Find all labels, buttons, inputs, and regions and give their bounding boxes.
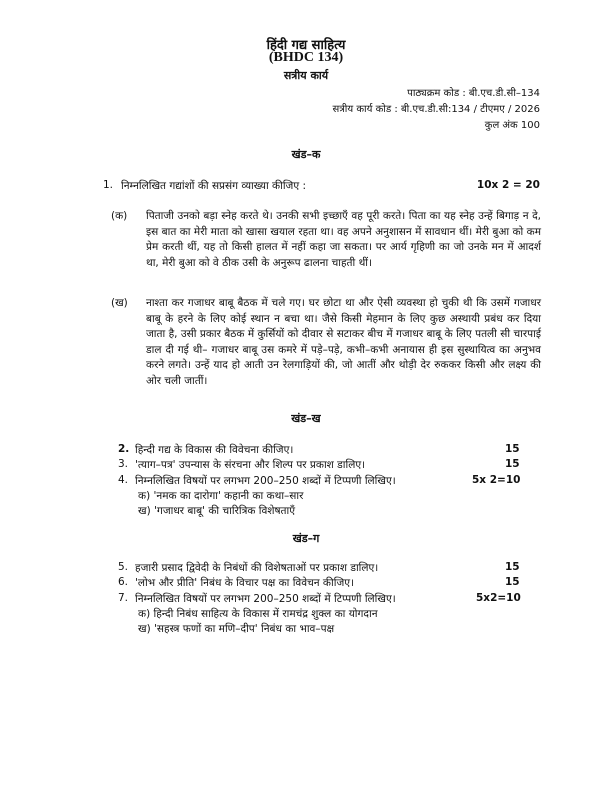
question-2-text: हिन्दी गद्य के विकास की विवेचना कीजिए। (135, 444, 294, 456)
question-1-number: 1. (103, 179, 114, 191)
question-7-subitem-a: क) हिन्दी निबंध साहित्य के विकास में रामचंद्र शुक्ल का योगदान (138, 608, 378, 620)
passage-b-label: (ख) (111, 297, 128, 309)
passage-a-text: पिताजी उनको बड़ा स्नेह करते थे। उनकी सभी इच्छाएँ वह पूरी करते। पिता का यह स्नेह उन्हें बिगाड़ न दे, इस बात का मेरी माता को खासा खयाल रहता था। वह अपने अनुशासन में सावधान थीं। मेरी बुआ को कम प्रेम करती थीं, यह तो किसी हालत में नहीं कहा जा सकता। पर आर्य गृहिणी का जो उनके मन में आदर्श था, मेरी बुआ को वे ठीक उसी के अनुरूप ढालना चाहती थीं। (146, 210, 541, 269)
question-3-number: 3. (118, 458, 129, 470)
question-5-number: 5. (118, 561, 129, 573)
question-4-subitem-b: ख) 'गजाधर बाबू' की चारित्रिक विशेषताएँ (138, 505, 296, 517)
section-a-heading: खंड–क (291, 148, 321, 161)
question-7-number: 7. (118, 592, 129, 604)
total-marks: कुल अंक 100 (484, 120, 540, 131)
question-6-text: 'लोभ और प्रीति' निबंध के विचार पक्ष का विवेचन कीजिए। (135, 577, 355, 589)
course-code-heading: (BHDC 134) (268, 50, 344, 65)
question-6-marks: 15 (505, 576, 520, 588)
section-c-heading: खंड–ग (292, 532, 320, 545)
question-4-number: 4. (118, 474, 129, 486)
question-5-marks: 15 (505, 561, 520, 573)
question-6-number: 6. (118, 576, 129, 588)
question-4-marks: 5x 2=10 (472, 474, 521, 486)
question-7-text: निम्नलिखित विषयों पर लगभग 200–250 शब्दों में टिप्पणी लिखिए। (135, 593, 396, 605)
question-1-marks: 10x 2 = 20 (476, 179, 540, 191)
question-7-subitem-b: ख) 'सहस्त्र फणों का मणि–दीप' निबंध का भाव–पक्ष (138, 623, 335, 635)
passage-b-text: नाश्ता कर गजाधर बाबू बैठक में चले गए। घर छोटा था और ऐसी व्यवस्था हो चुकी थी कि उसमें गजाधर बाबू के हरने के लिए कोई स्थान न बचा था। जैसे किसी मेहमान के लिए कुछ अस्थायी प्रबंध कर दिया जाता है, उसी प्रकार बैठक में कुर्सियों को दीवार से सटाकर बीच में गजाधर बाबू के लिए पतली सी चारपाई डाल दी गई थी– गजाधर बाबू उस कमरे में पड़े–पड़े, कभी–कभी अनायास ही इस सुस्थायित्व का अनुभव करने लगते। उन्हें याद हो आती उन रेलगाड़ियों की, जो आतीं और थोड़ी देर रुककर किसी और लक्ष्य की ओर चली जातीं। (146, 297, 541, 387)
question-3-marks: 15 (505, 458, 520, 470)
document-subtitle: सत्रीय कार्य (283, 69, 329, 82)
assignment-code: सत्रीय कार्य कोड : बी.एच.डी.सी:134 / टीएमए / 2026 (332, 104, 540, 115)
question-2-marks: 15 (505, 443, 520, 455)
document-title: हिंदी गद्य साहित्य (266, 38, 346, 53)
course-code: पाठ्यक्रम कोड : बी.एच.डी.सी–134 (407, 88, 540, 99)
section-b-heading: खंड–ख (291, 412, 321, 425)
question-7-marks: 5x2=10 (476, 592, 521, 604)
question-5-text: हजारी प्रसाद द्विवेदी के निबंधों की विशेषताओं पर प्रकाश डालिए। (135, 562, 379, 574)
question-3-text: 'त्याग–पत्र' उपन्यास के संरचना और शिल्प पर प्रकाश डालिए। (135, 459, 366, 471)
passage-a-label: (क) (111, 210, 128, 222)
question-1-text: निम्नलिखित गद्यांशों की सप्रसंग व्याख्या कीजिए : (121, 180, 307, 192)
question-4-subitem-a: क) 'नमक का दारोगा' कहानी का कथा–सार (138, 490, 304, 502)
question-2-number: 2. (118, 443, 130, 455)
question-4-text: निम्नलिखित विषयों पर लगभग 200–250 शब्दों में टिप्पणी लिखिए। (135, 475, 396, 487)
